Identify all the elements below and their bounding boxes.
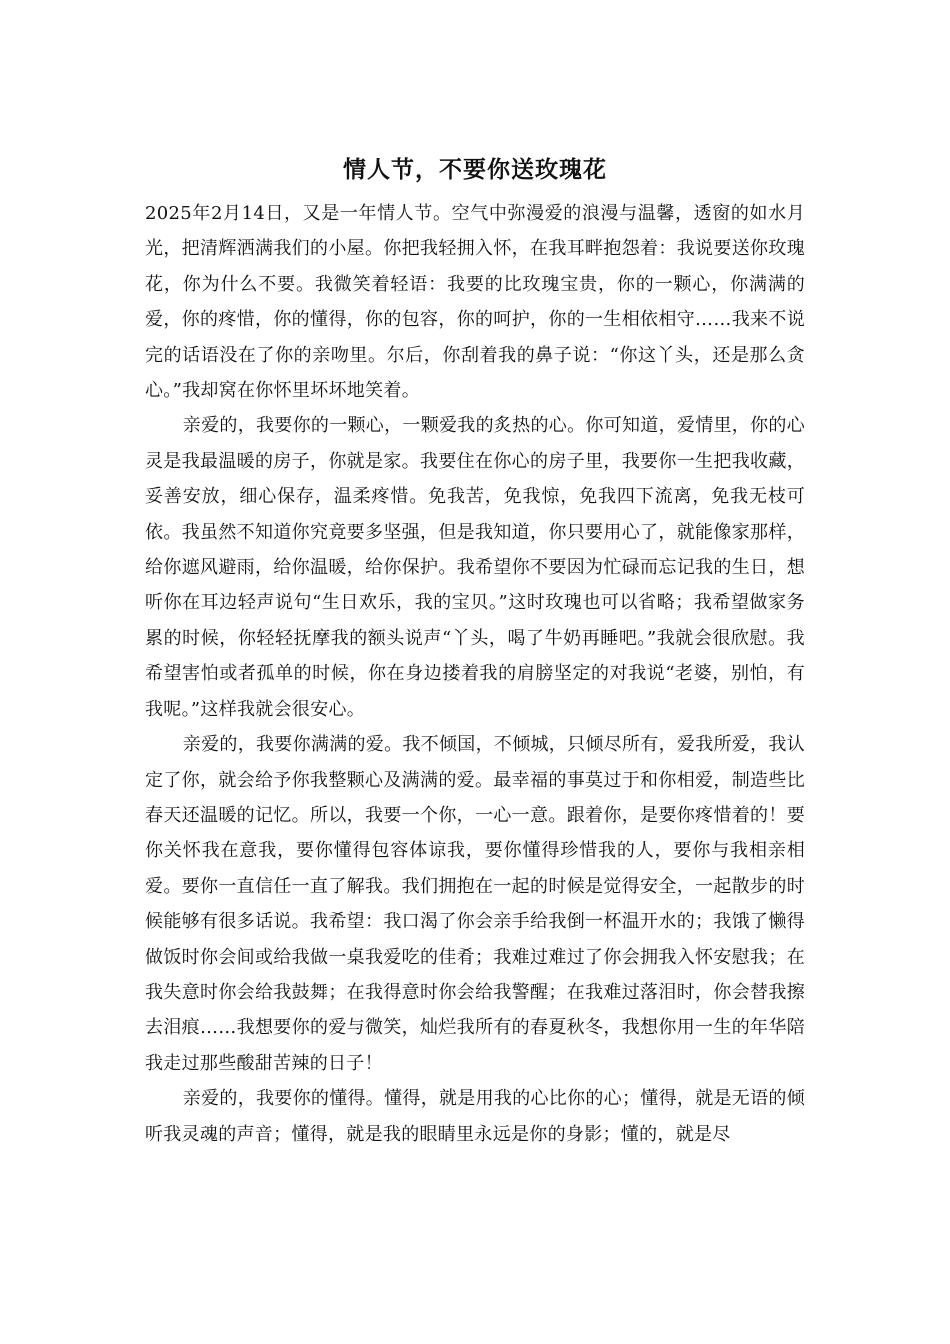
paragraph-1: 2025年2月14日，又是一年情人节。空气中弥漫爱的浪漫与温馨，透窗的如水月光，把清辉洒满我们的小屋。你把我轻拥入怀，在我耳畔抱怨着：我说要送你玫瑰花，你为什么不要。我微笑着轻语：我要的比玫瑰宝贵，你的一颗心，你满满的爱，你的疼惜，你的懂得，你的包容，你的呵护，你的一生相依相守……我来不说完的话语没在了你的亲吻里。尔后，你刮着我的鼻子说：“你这丫头，还是那么贪心。”我却窝在你怀里坏坏地笑着。	[145, 203, 805, 402]
document-title: 情人节，不要你送玫瑰花	[343, 157, 607, 183]
paragraph-2: 亲爱的，我要你的一颗心，一颗爱我的炙热的心。你可知道，爱情里，你的心灵是我最温暖的房子，你就是家。我要住在你心的房子里，我要你一生把我收藏，妥善安放，细心保存，温柔疼惜。免我苦，免我惊，免我四下流离，免我无枝可依。我虽然不知道你究竟要多坚强，但是我知道，你只要用心了，就能像家那样，给你遮风避雨，给你温暖，给你保护。我希望你不要因为忙碌而忘记我的生日，想听你在耳边轻声说句“生日欢乐，我的宝贝。”这时玫瑰也可以省略；我希望做家务累的时候，你轻轻抚摩我的额头说声“丫头，喝了牛奶再睡吧。”我就会很欣慰。我希望害怕或者孤单的时候，你在身边搂着我的肩膀坚定的对我说“老婆，别怕，有我呢。”这样我就会很安心。	[145, 415, 805, 720]
paragraph-4: 亲爱的，我要你的懂得。懂得，就是用我的心比你的心；懂得，就是无语的倾听我灵魂的声音；懂得，就是我的眼睛里永远是你的身影；懂的，就是尽	[145, 1088, 805, 1145]
document-body	[145, 196, 805, 1152]
paragraph-3: 亲爱的，我要你满满的爱。我不倾国，不倾城，只倾尽所有，爱我所爱，我认定了你，就会给予你我整颗心及满满的爱。最幸福的事莫过于和你相爱，制造些比春天还温暖的记忆。所以，我要一个你，一心一意。跟着你，是要你疼惜着的！要你关怀我在意我，要你懂得包容体谅我，要你懂得珍惜我的人，要你与我相亲相爱。要你一直信任一直了解我。我们拥抱在一起的时候是觉得安全，一起散步的时候能够有很多话说。我希望：我口渴了你会亲手给我倒一杯温开水的；我饿了懒得做饭时你会间或给我做一桌我爱吃的佳肴；我难过难过了你会拥我入怀安慰我；在我失意时你会给我鼓舞；在我得意时你会给我警醒；在我难过落泪时，你会替我擦去泪痕……我想要你的爱与微笑，灿烂我所有的春夏秋冬，我想你用一生的年华陪我走过那些酸甜苦辣的日子！	[145, 734, 805, 1074]
